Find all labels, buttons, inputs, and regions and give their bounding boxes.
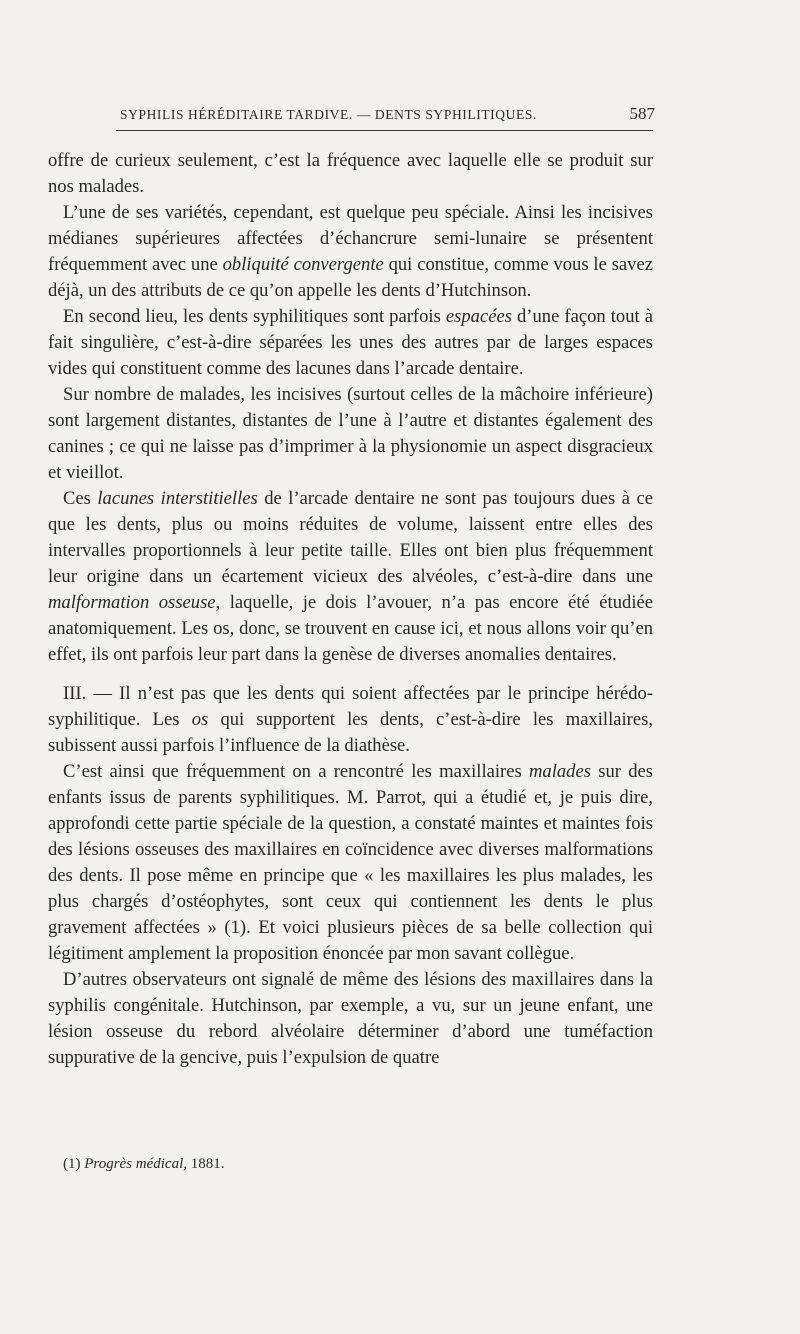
text-run: D’autres observateurs ont signalé de même des lésions des maxillaires dans la syphilis congénitale. Hutchinson, par exemple, a vu, sur un jeune enfant, une lésion osseuse du rebord alvéolaire déterminer d’abord une tuméfaction suppurative de la gencive, puis l’expulsion de quatre: [48, 969, 653, 1068]
text-run: d’une façon tout à fait singulière, c’est-à-dire séparées les unes des autres par de larges espaces vides qui constituent comme des lacunes dans l’arcade dentaire.: [48, 306, 653, 379]
main-text: [48, 148, 653, 1071]
text-run: Sur nombre de malades, les incisives (surtout celles de la mâchoire inférieure) sont largement distantes, distantes de l’une à l’autre et distantes également des canines ; ce qui ne laisse pas d’imprimer à la physionomie un aspect disgracieux et vieillot.: [48, 384, 653, 483]
emphasis-text: obliquité convergente: [222, 254, 384, 275]
text-run: C’est ainsi que fréquemment on a rencontré les maxillaires: [63, 761, 529, 782]
emphasis-text: malades: [528, 761, 591, 782]
text-run: Ces: [63, 488, 98, 509]
text-run: offre de curieux seulement, c’est la fréquence avec laquelle elle se produit sur nos malades.: [48, 150, 653, 197]
footnote: [63, 1156, 225, 1173]
text-run: III. — Il n’est pas que les dents qui soient affectées par le principe hérédo-syphilitique. Les: [48, 683, 653, 730]
paragraph-8: [48, 967, 653, 1071]
footnote-year: 1881.: [190, 1156, 225, 1172]
paragraph-4: [48, 382, 653, 486]
emphasis-text: malformation osseuse: [48, 592, 216, 613]
footnote-marker: (1): [63, 1156, 81, 1172]
text-run: sur des enfants issus de parents syphilitiques. M. Parrot, qui a étudié et, je puis dire, approfondi cette partie spéciale de la question, a constaté maintes et maintes fois des lésions osseuses des maxillaires en coïncidence avec diverses malformations des dents. Il pose même en principe que « les maxillaires les plus malades, les plus chargés d’ostéophytes, sont ceux qui contiennent les dents le plus gravement affectées » (1). Et voici plusieurs pièces de sa belle collection qui légitiment amplement la proposition énoncée par mon savant collègue.: [48, 761, 653, 964]
running-head: [120, 104, 655, 126]
footnote-source: Progrès médical,: [84, 1156, 188, 1172]
paragraph-1: [48, 148, 653, 200]
text-run: En second lieu, les dents syphilitiques sont parfois: [63, 306, 446, 327]
text-run: qui constitue, comme vous le savez déjà, un des attributs de ce qu’on appelle les dents d’Hutchinson.: [48, 254, 653, 301]
text-run: de l’arcade dentaire ne sont pas toujours dues à ce que les dents, plus ou moins réduites de volume, laissent entre elles des intervalles proportionnels à leur petite taille. Elles ont bien plus fréquemment leur origine dans un écartement vicieux des alvéoles, c’est-à-dire dans une: [48, 488, 653, 587]
running-title: SYPHILIS HÉRÉDITAIRE TARDIVE. — DENTS SYPHILITIQUES.: [120, 107, 537, 122]
paragraph-7: [48, 759, 653, 967]
emphasis-text: os: [191, 709, 209, 730]
paragraph-2: [48, 200, 653, 304]
page-number: 587: [629, 104, 655, 123]
emphasis-text: lacunes interstitielles: [97, 488, 258, 509]
header-rule: [116, 130, 653, 131]
paragraph-3: [48, 304, 653, 382]
text-run: , laquelle, je dois l’avouer, n’a pas encore été étudiée anatomiquement. Les os, donc, se trouvent en cause ici, et nous allons voir qu’en effet, ils ont parfois leur part dans la genèse de diverses anomalies dentaires.: [48, 592, 653, 665]
emphasis-text: espacées: [445, 306, 512, 327]
text-run: qui supportent les dents, c’est-à-dire les maxillaires, subissent aussi parfois l’influence de la diathèse.: [48, 709, 653, 756]
paragraph-5: [48, 486, 653, 668]
text-run: L’une de ses variétés, cependant, est quelque peu spéciale. Ainsi les incisives médianes supérieures affectées d’échancrure semi-lunaire se présentent fréquemment avec une: [48, 202, 653, 275]
paragraph-6: [48, 681, 653, 759]
